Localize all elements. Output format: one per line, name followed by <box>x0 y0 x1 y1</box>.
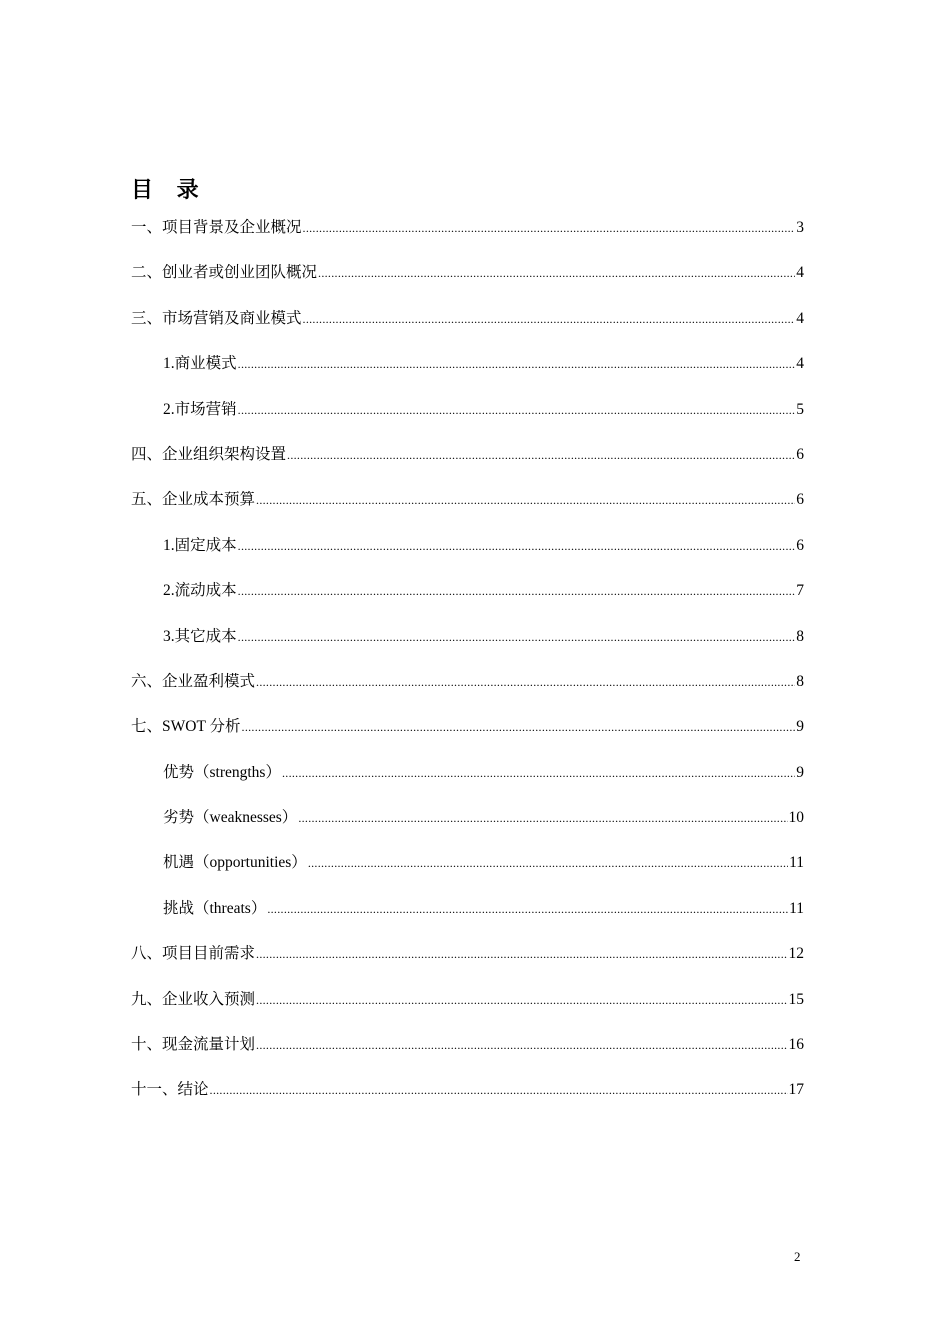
toc-subentry[interactable] <box>131 621 804 666</box>
dot-leader <box>238 621 796 653</box>
dot-leader <box>267 893 788 925</box>
toc-subentry[interactable] <box>131 394 804 439</box>
dot-leader <box>282 757 795 789</box>
toc-entry-text: 2.市场营销 <box>163 400 237 418</box>
dot-leader <box>242 711 796 743</box>
toc-entry-text: 一、项目背景及企业概况 <box>131 219 302 236</box>
toc-entry-page: 4 <box>796 309 804 327</box>
toc-subentry[interactable] <box>131 530 804 575</box>
toc-entry-page: 17 <box>788 1081 804 1099</box>
toc-entry-text: 2.流动成本 <box>163 582 237 600</box>
toc-entry-page: 9 <box>796 763 804 781</box>
toc-entry-text: 1.商业模式 <box>163 355 237 373</box>
toc-entry-text: 二、创业者或创业团队概况 <box>131 264 318 282</box>
toc-entry-page: 11 <box>789 899 804 917</box>
toc-entry-page: 4 <box>796 264 804 282</box>
dot-leader <box>256 484 795 516</box>
toc-entry[interactable] <box>131 666 804 711</box>
page-number: 2 <box>794 1249 801 1264</box>
toc-entry-text: 四、企业组织架构设置 <box>131 445 287 463</box>
toc-subentry[interactable] <box>131 757 804 802</box>
toc-entry-text: 优势（strengths） <box>163 763 281 781</box>
toc-entry-text: 1.固定成本 <box>163 536 237 554</box>
dot-leader <box>256 666 795 698</box>
toc-entry-page: 12 <box>788 945 804 963</box>
dot-leader <box>287 439 795 471</box>
toc-subentry[interactable] <box>131 575 804 620</box>
toc-entry-text: 挑战（threats） <box>163 899 267 917</box>
toc-entry-text: 六、企业盈利模式 <box>131 672 256 690</box>
toc-entry[interactable] <box>131 711 804 756</box>
toc-entry[interactable] <box>131 938 804 983</box>
toc-subentry[interactable] <box>131 893 804 938</box>
toc-entry[interactable] <box>131 257 804 302</box>
toc-entry[interactable] <box>131 1029 804 1074</box>
toc-entry-page: 3 <box>796 219 804 236</box>
toc-entry-text: 八、项目目前需求 <box>131 945 256 963</box>
toc-entry-text: 十一、结论 <box>131 1081 209 1099</box>
toc-entry-text: 三、市场营销及商业模式 <box>131 309 302 327</box>
toc-entry-text: 五、企业成本预算 <box>131 491 256 509</box>
toc-entry-text: 劣势（weaknesses） <box>163 809 298 827</box>
toc-entry-page: 9 <box>796 718 804 736</box>
toc-entry[interactable] <box>131 212 804 257</box>
toc-subentry[interactable] <box>131 348 804 393</box>
table-of-contents <box>131 212 804 1120</box>
toc-entry-page: 10 <box>788 809 804 827</box>
toc-entry[interactable] <box>131 1074 804 1119</box>
toc-entry-page: 8 <box>796 627 804 645</box>
dot-leader <box>210 1074 788 1106</box>
toc-entry-page: 15 <box>788 990 804 1008</box>
dot-leader <box>303 303 796 335</box>
dot-leader <box>256 984 787 1016</box>
toc-entry[interactable] <box>131 484 804 529</box>
toc-entry[interactable] <box>131 984 804 1029</box>
toc-entry-page: 6 <box>796 491 804 509</box>
dot-leader <box>238 530 796 562</box>
dot-leader <box>318 257 795 289</box>
toc-entry-text: 3.其它成本 <box>163 627 237 645</box>
toc-title: 目 录 <box>131 178 207 203</box>
toc-entry-text: 七、SWOT 分析 <box>131 718 241 736</box>
toc-entry-page: 7 <box>796 582 804 600</box>
dot-leader <box>238 575 796 607</box>
toc-entry-text: 机遇（opportunities） <box>163 854 307 872</box>
toc-entry-text: 九、企业收入预测 <box>131 990 256 1008</box>
dot-leader <box>308 847 788 879</box>
toc-entry-page: 8 <box>796 672 804 690</box>
toc-entry[interactable] <box>131 439 804 484</box>
toc-subentry[interactable] <box>131 802 804 847</box>
dot-leader <box>256 1029 787 1061</box>
toc-entry-page: 5 <box>796 400 804 418</box>
toc-entry-page: 6 <box>796 445 804 463</box>
dot-leader <box>298 802 787 834</box>
dot-leader <box>238 394 796 426</box>
toc-subentry[interactable] <box>131 847 804 892</box>
toc-entry-page: 4 <box>796 355 804 373</box>
toc-entry[interactable] <box>131 303 804 348</box>
dot-leader <box>238 348 796 380</box>
toc-entry-page: 11 <box>789 854 804 872</box>
toc-entry-page: 6 <box>796 536 804 554</box>
dot-leader <box>256 938 787 970</box>
toc-entry-text: 十、现金流量计划 <box>131 1036 256 1054</box>
dot-leader <box>303 212 796 244</box>
toc-entry-page: 16 <box>788 1036 804 1054</box>
